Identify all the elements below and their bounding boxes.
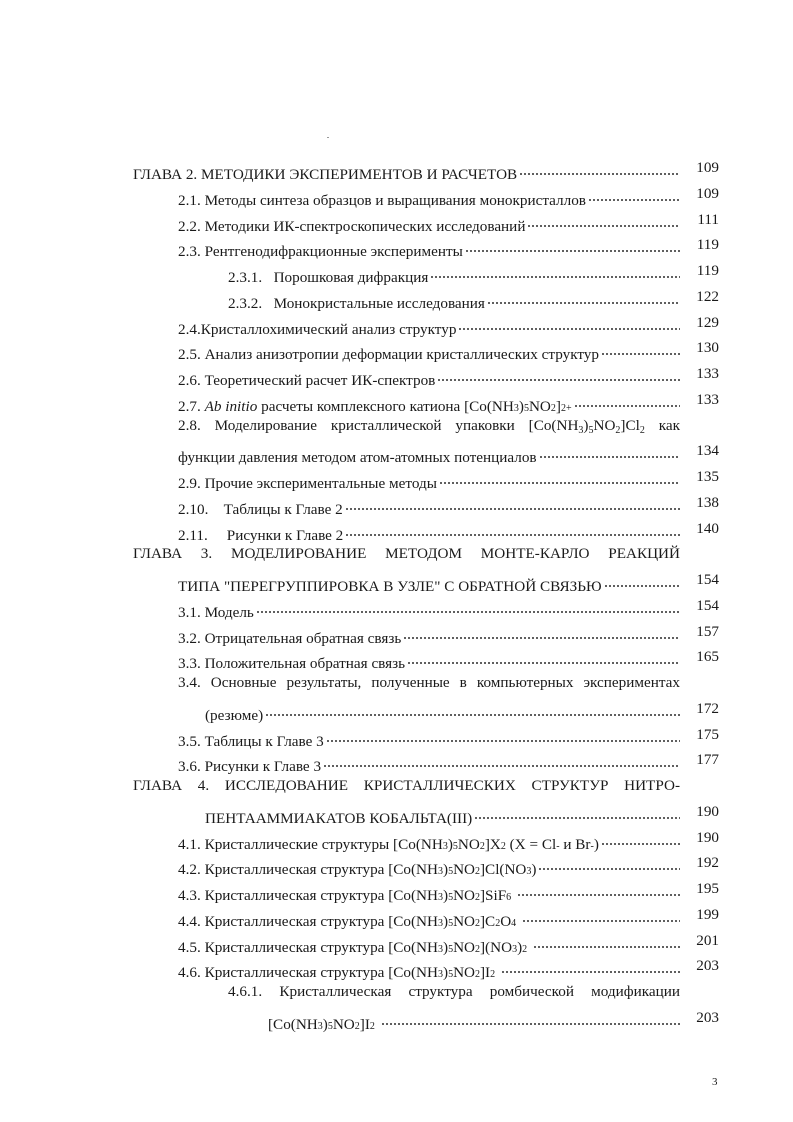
toc-page-number: 157	[696, 622, 719, 640]
dot-leader	[439, 466, 680, 488]
toc-text-segment: NO	[453, 861, 475, 879]
toc-page-number: 130	[696, 339, 719, 357]
toc-text-segment: )	[447, 835, 453, 853]
toc-text-segment: NO	[457, 835, 480, 853]
toc-entry-title	[133, 775, 680, 797]
toc-text-segment: NO	[528, 397, 551, 415]
toc-entry-title	[178, 569, 680, 598]
toc-entry-title	[178, 646, 680, 675]
toc-entry-title: 4.1. Кристаллические структуры [Co(NH 3 ) 5 NO 2 ]X 2 (X = Cl - и Br - )	[178, 827, 680, 856]
toc-text-segment: ]SiF	[480, 887, 507, 904]
toc-text-segment: [Co(NH	[268, 1015, 318, 1033]
toc-text-segment: )	[518, 397, 524, 415]
toc-entry	[0, 1007, 793, 1033]
toc-page-number: 177	[696, 751, 719, 769]
toc-entry-title	[178, 595, 680, 624]
toc-text-segment: 3.2. Отрицательная обратная связь	[178, 629, 402, 647]
toc-text-segment: )	[443, 861, 449, 879]
toc-entry-title	[228, 981, 680, 1003]
toc-page-number: 203	[696, 957, 719, 975]
dot-leader	[458, 312, 680, 334]
toc-page-number: 165	[696, 648, 719, 666]
dot-leader	[430, 260, 680, 282]
dot-leader	[604, 569, 680, 591]
toc-text-segment: NO	[453, 887, 475, 904]
toc-text-segment: )	[443, 912, 449, 930]
toc-text-segment: 4.6. Кристаллическая структура [Co(NH	[178, 964, 438, 982]
toc-text-segment: 2.8. Моделирование кристаллической упаковки [Co(NH	[178, 416, 579, 434]
dot-leader	[345, 492, 680, 514]
toc-entry	[0, 852, 793, 879]
toc-entry-title	[178, 621, 680, 650]
toc-text-segment: 3.4. Основные результаты, полученные в компьютерных экспериментах	[178, 674, 680, 691]
toc-text-segment: NO	[332, 1015, 355, 1033]
toc-text-segment: 2.3.2. Монокристальные исследования	[228, 294, 485, 312]
toc-text-segment: 2.4.Кристаллохимический анализ структур	[178, 320, 457, 338]
dot-leader	[403, 621, 680, 643]
toc-page-number: 119	[696, 236, 719, 254]
toc-entry	[0, 904, 793, 930]
toc-entry-title	[205, 698, 680, 727]
toc-text-segment: 2.1. Методы синтеза образцов и выращивания монокристаллов	[178, 191, 586, 209]
toc-entry-title	[178, 749, 680, 778]
toc-text-segment: 4.3. Кристаллическая структура [Co(NH	[178, 887, 438, 904]
toc-text-segment: 2.11. Рисунки к Главе 2	[178, 526, 344, 544]
toc-entry	[0, 724, 793, 750]
toc-text-segment: 2.6. Теоретический расчет ИК-спектров	[178, 372, 436, 389]
toc-entry	[0, 209, 793, 235]
toc-text-segment: )	[531, 861, 537, 879]
toc-entry	[0, 878, 793, 904]
dot-leader	[588, 183, 680, 205]
toc-text-segment: )	[443, 964, 449, 982]
toc-entry-title: 4.5. Кристаллическая структура [Co(NH 3 ) 5 NO 2 ](NO 3 ) 2	[178, 930, 680, 959]
dot-leader	[517, 878, 680, 900]
toc-entry-title	[178, 672, 680, 694]
toc-entry-title: 2.7. Ab initio расчеты комплексного катиона [Co(NH 3 ) 5 NO 2 ] 2+	[178, 389, 680, 418]
toc-text-segment: )	[583, 416, 589, 434]
toc-page-number: 201	[696, 931, 719, 949]
toc-text-segment: ГЛАВА 3. МОДЕЛИРОВАНИЕ МЕТОДОМ МОНТЕ-КАРЛО РЕАКЦИЙ	[133, 545, 680, 563]
toc-entry	[0, 492, 793, 518]
toc-entry	[0, 621, 793, 647]
dot-leader	[519, 157, 680, 179]
dot-leader	[522, 904, 680, 926]
toc-text-segment: 4.5. Кристаллическая структура [Co(NH	[178, 938, 438, 956]
toc-page-number: 154	[696, 571, 719, 588]
toc-entry	[0, 260, 793, 286]
dot-leader	[437, 363, 680, 385]
toc-text-segment: 2.3. Рентгенодифракционные эксперименты	[178, 243, 463, 261]
toc-entry	[0, 183, 793, 209]
toc-text-segment: ]Cl	[620, 416, 640, 434]
toc-entry-title	[178, 440, 680, 469]
toc-entry	[0, 981, 793, 1003]
toc-page-number: 203	[696, 1008, 719, 1026]
toc-entry	[0, 337, 793, 364]
page-number: 3	[712, 1076, 718, 1088]
toc-entry	[0, 930, 793, 956]
dot-leader	[601, 827, 680, 849]
toc-entry	[0, 569, 793, 595]
toc-entry	[0, 312, 793, 338]
toc-entry	[0, 518, 793, 544]
toc-text-segment: 2.3.1. Порошковая дифракция	[228, 269, 429, 286]
toc-text-segment: 4.1. Кристаллические структуры [Co(NH	[178, 835, 443, 853]
toc-text-segment: (X = Cl	[505, 835, 557, 853]
toc-text-segment: )	[593, 835, 599, 853]
toc-text-segment: и Br	[559, 835, 591, 853]
toc-entry	[0, 286, 793, 312]
dot-leader	[326, 724, 680, 746]
toc-text-segment: 3.6. Рисунки к Главе 3	[178, 758, 322, 776]
toc-page-number: 190	[696, 802, 719, 820]
toc-entry	[0, 440, 793, 467]
toc-text-segment: )	[443, 938, 449, 956]
toc-page-number: 172	[696, 699, 719, 717]
toc-text-segment: ]C	[480, 912, 496, 930]
toc-text-segment: как	[644, 416, 680, 434]
dot-leader	[538, 852, 680, 874]
toc-page-number: 195	[696, 880, 719, 897]
toc-text-segment: ]	[555, 397, 561, 415]
toc-page-number: 134	[696, 442, 719, 460]
toc-entry-title	[178, 518, 680, 547]
toc-entry-title	[178, 466, 680, 495]
toc-text-segment: O	[500, 912, 512, 930]
toc-entry-title: 4.2. Кристаллическая структура [Co(NH 3 ) 5 NO 2 ]Cl(NO 3 )	[178, 852, 680, 881]
toc-entry	[0, 775, 793, 797]
dot-leader	[574, 389, 680, 411]
toc-entry-title	[133, 543, 680, 565]
toc-entry-title	[178, 363, 680, 392]
toc-page-number: 111	[697, 210, 719, 228]
dot-leader	[407, 646, 680, 668]
toc-entry-title	[178, 724, 680, 753]
toc-entry	[0, 466, 793, 492]
toc-text-segment: 3.5. Таблицы к Главе 3	[178, 732, 324, 750]
toc-text-segment: 2.2. Методики ИК-спектроскопических исследований	[178, 217, 526, 235]
toc-text-segment: функции давления методом атом-атомных потенциалов	[178, 449, 537, 467]
toc-entry	[0, 363, 793, 389]
toc-page-number: 154	[696, 596, 719, 614]
toc-page-number: 199	[696, 905, 719, 923]
dot-leader	[345, 518, 680, 540]
toc-entry	[0, 672, 793, 694]
toc-text-segment: ]X	[484, 835, 501, 853]
toc-entry-title: 4.3. Кристаллическая структура [Co(NH 3 ) 5 NO 2 ]SiF 6	[178, 878, 680, 907]
toc-entry-title	[178, 234, 680, 263]
toc-text-segment: Ab initio	[204, 397, 258, 415]
toc-page-number: 133	[696, 390, 719, 408]
dot-leader	[256, 595, 680, 617]
toc-entry-title: 4.6. Кристаллическая структура [Co(NH 3 ) 5 NO 2 ]I 2	[178, 955, 680, 984]
toc-entry-title: [Co(NH 3 ) 5 NO 2 ]I 2	[268, 1007, 680, 1036]
toc-text-segment: 2.7.	[178, 397, 205, 415]
toc-text-segment: ]I	[480, 964, 491, 982]
toc-page-number: 133	[696, 365, 719, 382]
toc-page-number: 122	[696, 287, 719, 305]
toc-entry	[0, 827, 793, 853]
toc-page-number: 135	[696, 468, 719, 485]
dot-leader	[474, 801, 680, 823]
toc-entry	[0, 801, 793, 827]
toc-text-segment: 2	[639, 424, 645, 436]
toc-text-segment: )	[443, 887, 449, 904]
scan-speck	[327, 137, 329, 138]
dot-leader	[265, 698, 680, 720]
toc-entry	[0, 698, 793, 724]
toc-text-segment: NO	[453, 938, 475, 956]
toc-text-segment: 4.2. Кристаллическая структура [Co(NH	[178, 861, 438, 879]
toc-text-segment: 3.3. Положительная обратная связь	[178, 655, 406, 673]
toc-text-segment: )	[322, 1015, 328, 1033]
dot-leader	[323, 749, 680, 771]
toc-page-number: 175	[696, 725, 719, 743]
dot-leader	[465, 234, 680, 256]
toc-text-segment: 2.5. Анализ анизотропии деформации кристаллических структур	[178, 346, 599, 364]
toc-entry	[0, 543, 793, 565]
dot-leader	[527, 209, 680, 231]
toc-page-number: 192	[696, 854, 719, 872]
toc-text-segment: ТИПА "ПЕРЕГРУППИРОВКА В УЗЛЕ" С ОБРАТНОЙ СВЯЗЬЮ	[178, 578, 602, 595]
toc-entry-title	[228, 260, 680, 289]
dot-leader	[487, 286, 680, 308]
toc-text-segment: ](NO	[480, 938, 513, 956]
toc-text-segment: )	[517, 938, 523, 956]
toc-text-segment: расчеты комплексного катиона [Co(NH	[257, 397, 514, 415]
toc-text-segment: ГЛАВА 4. ИССЛЕДОВАНИЕ КРИСТАЛЛИЧЕСКИХ СТРУКТУР НИТРО-	[133, 777, 680, 794]
toc-entry-title	[178, 209, 680, 238]
toc-text-segment: 3.1. Модель	[178, 603, 254, 621]
toc-text-segment: 2.9. Прочие экспериментальные методы	[178, 475, 437, 492]
toc-text-segment: NO	[453, 912, 475, 930]
toc-entry	[0, 955, 793, 982]
toc-entry-title	[178, 183, 680, 212]
toc-text-segment: ]I	[359, 1015, 370, 1033]
toc-text-segment: ГЛАВА 2. МЕТОДИКИ ЭКСПЕРИМЕНТОВ И РАСЧЕТОВ	[133, 166, 518, 183]
toc-text-segment: 3	[578, 424, 584, 436]
toc-text-segment: 2	[615, 424, 621, 436]
toc-text-segment	[375, 1014, 379, 1036]
toc-entry-title	[178, 312, 680, 341]
toc-page-number: 109	[696, 159, 719, 176]
toc-text-segment: 4.4. Кристаллическая структура [Co(NH	[178, 912, 438, 930]
toc-page-number: 138	[696, 493, 719, 511]
toc-text-segment: 4.6.1. Кристаллическая структура ромбической модификации	[228, 983, 680, 1000]
toc-entry	[0, 234, 793, 261]
toc-entry-title	[178, 337, 680, 366]
dot-leader	[601, 337, 680, 359]
toc-text-segment: 5	[588, 424, 594, 436]
dot-leader	[539, 440, 680, 462]
toc-entry-title	[178, 492, 680, 521]
toc-entry	[0, 415, 793, 437]
toc-page-number: 109	[696, 184, 719, 202]
toc-page-number: 140	[696, 519, 719, 537]
toc-page-number: 129	[696, 313, 719, 331]
dot-leader	[501, 955, 680, 977]
toc-entry-title	[178, 415, 680, 437]
toc-text-segment: 2.10. Таблицы к Главе 2	[178, 500, 343, 518]
toc-entry-title	[133, 157, 680, 186]
toc-entry	[0, 646, 793, 673]
toc-page-number: 119	[696, 262, 719, 279]
toc-text-segment: (резюме)	[205, 706, 264, 724]
toc-text-segment: ]Cl(NO	[480, 861, 527, 879]
toc-text-segment: ПЕНТААММИАКАТОВ КОБАЛЬТА(III)	[205, 809, 473, 827]
toc-entry	[0, 157, 793, 183]
dot-leader	[381, 1007, 680, 1029]
toc-entry	[0, 389, 793, 415]
dot-leader	[533, 930, 680, 952]
toc-text-segment: NO	[593, 416, 616, 434]
toc-entry	[0, 595, 793, 621]
toc-entry-title: 4.4. Кристаллическая структура [Co(NH 3 ) 5 NO 2 ]C 2 O 4	[178, 904, 680, 933]
toc-page-number: 190	[696, 828, 719, 846]
toc-entry	[0, 749, 793, 776]
toc-entry-title	[228, 286, 680, 315]
toc-entry-title	[205, 801, 680, 830]
toc-text-segment: NO	[453, 964, 475, 982]
